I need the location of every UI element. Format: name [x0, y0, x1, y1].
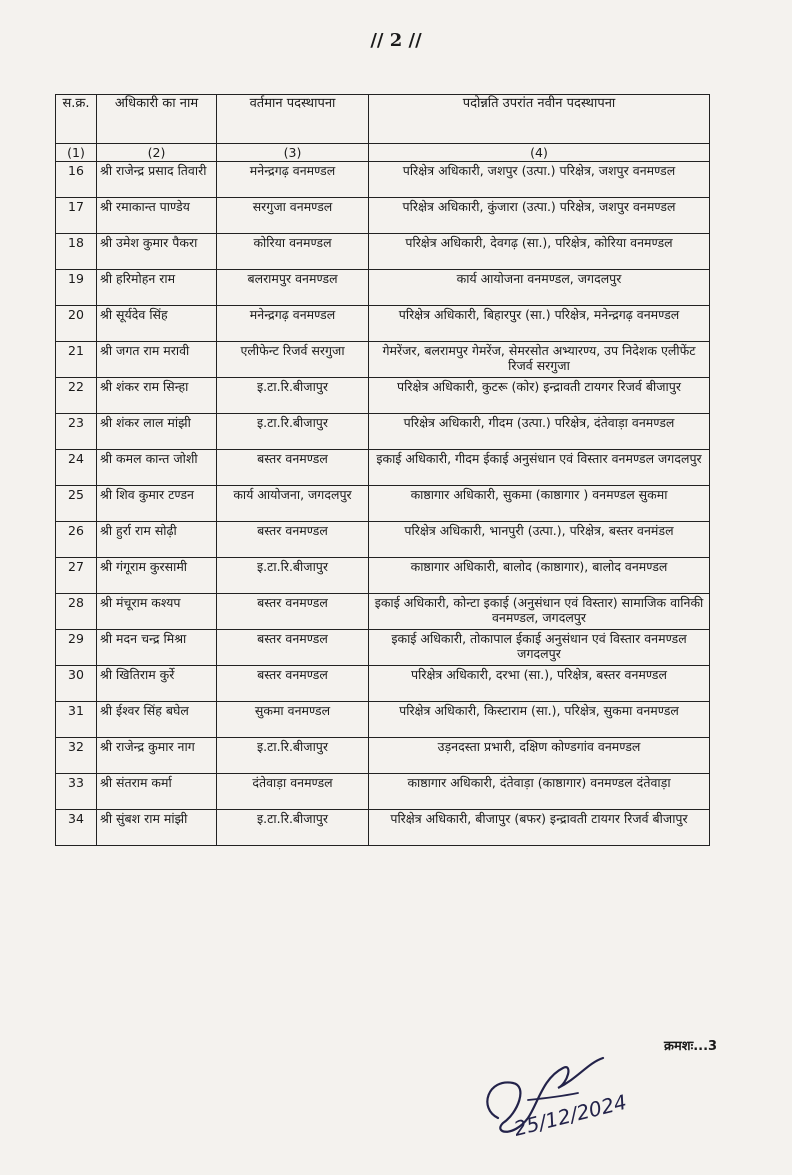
officer-name-cell: श्री संतराम कर्मा: [97, 774, 217, 810]
table-row: [56, 414, 710, 450]
serial-cell: 33: [56, 774, 97, 810]
new-posting-cell: परिक्षेत्र अधिकारी, कुंजारा (उत्पा.) परिक्षेत्र, जशपुर वनमण्डल: [369, 198, 710, 234]
officer-name-cell: श्री गंगूराम कुरसामी: [97, 558, 217, 594]
new-posting-cell: परिक्षेत्र अधिकारी, भानपुरी (उत्पा.), परिक्षेत्र, बस्तर वनमंडल: [369, 522, 710, 558]
new-posting-cell: इकाई अधिकारी, गीदम ईकाई अनुसंधान एवं विस्तार वनमण्डल जगदलपुर: [369, 450, 710, 486]
current-posting-cell: इ.टा.रि.बीजापुर: [217, 414, 369, 450]
new-posting-cell: इकाई अधिकारी, कोन्टा इकाई (अनुसंधान एवं विस्तार) सामाजिक वानिकी वनमण्डल, जगदलपुर: [369, 594, 710, 630]
new-posting-cell: काष्ठागार अधिकारी, बालोद (काष्ठागार), बालोद वनमण्डल: [369, 558, 710, 594]
serial-cell: 21: [56, 342, 97, 378]
serial-cell: 27: [56, 558, 97, 594]
officer-name-cell: श्री कमल कान्त जोशी: [97, 450, 217, 486]
officer-name-cell: श्री राजेन्द्र प्रसाद तिवारी: [97, 162, 217, 198]
table-row: [56, 738, 710, 774]
table-row: [56, 450, 710, 486]
table-row: [56, 270, 710, 306]
officer-name-cell: श्री रमाकान्त पाण्डेय: [97, 198, 217, 234]
table-row: [56, 666, 710, 702]
current-posting-cell: दंतेवाड़ा वनमण्डल: [217, 774, 369, 810]
officer-name-cell: श्री ईश्वर सिंह बघेल: [97, 702, 217, 738]
current-posting-cell: इ.टा.रि.बीजापुर: [217, 810, 369, 846]
officer-name-cell: श्री सुंबश राम मांझी: [97, 810, 217, 846]
serial-cell: 32: [56, 738, 97, 774]
new-posting-cell: काष्ठागार अधिकारी, दंतेवाड़ा (काष्ठागार) वनमण्डल दंतेवाड़ा: [369, 774, 710, 810]
new-posting-cell: परिक्षेत्र अधिकारी, किस्टाराम (सा.), परिक्षेत्र, सुकमा वनमण्डल: [369, 702, 710, 738]
current-posting-cell: सरगुजा वनमण्डल: [217, 198, 369, 234]
current-posting-cell: बस्तर वनमण्डल: [217, 594, 369, 630]
officer-name-cell: श्री उमेश कुमार पैकरा: [97, 234, 217, 270]
serial-cell: 22: [56, 378, 97, 414]
header-current-posting: वर्तमान पदस्थापना: [217, 95, 369, 144]
table-row: [56, 378, 710, 414]
table-header-row: [56, 95, 710, 144]
current-posting-cell: बलरामपुर वनमण्डल: [217, 270, 369, 306]
header-serial: स.क्र.: [56, 95, 97, 144]
serial-cell: 31: [56, 702, 97, 738]
table-row: [56, 594, 710, 630]
serial-cell: 20: [56, 306, 97, 342]
new-posting-cell: परिक्षेत्र अधिकारी, देवगढ़ (सा.), परिक्षेत्र, कोरिया वनमण्डल: [369, 234, 710, 270]
serial-cell: 23: [56, 414, 97, 450]
new-posting-cell: उड़नदस्ता प्रभारी, दक्षिण कोण्डगांव वनमण्डल: [369, 738, 710, 774]
officer-name-cell: श्री हरिमोहन राम: [97, 270, 217, 306]
column-number: (2): [97, 144, 217, 162]
officer-name-cell: श्री जगत राम मरावी: [97, 342, 217, 378]
serial-cell: 30: [56, 666, 97, 702]
officer-name-cell: श्री खितिराम कुर्रे: [97, 666, 217, 702]
officer-name-cell: श्री शिव कुमार टण्डन: [97, 486, 217, 522]
officer-name-cell: श्री मदन चन्द्र मिश्रा: [97, 630, 217, 666]
serial-cell: 24: [56, 450, 97, 486]
table-row: [56, 702, 710, 738]
officer-name-cell: श्री शंकर लाल मांझी: [97, 414, 217, 450]
column-number: (3): [217, 144, 369, 162]
serial-cell: 16: [56, 162, 97, 198]
header-officer-name: अधिकारी का नाम: [97, 95, 217, 144]
current-posting-cell: इ.टा.रि.बीजापुर: [217, 558, 369, 594]
transfer-table: [55, 94, 710, 846]
new-posting-cell: परिक्षेत्र अधिकारी, गीदम (उत्पा.) परिक्षेत्र, दंतेवाड़ा वनमण्डल: [369, 414, 710, 450]
column-number-row: [56, 144, 710, 162]
current-posting-cell: बस्तर वनमण्डल: [217, 630, 369, 666]
table-row: [56, 162, 710, 198]
officer-name-cell: श्री राजेन्द्र कुमार नाग: [97, 738, 217, 774]
table-row: [56, 198, 710, 234]
current-posting-cell: एलीफेन्ट रिजर्व सरगुजा: [217, 342, 369, 378]
continued-label: क्रमशः...3: [664, 1039, 718, 1054]
serial-cell: 26: [56, 522, 97, 558]
new-posting-cell: परिक्षेत्र अधिकारी, बीजापुर (बफर) इन्द्रावती टायगर रिजर्व बीजापुर: [369, 810, 710, 846]
current-posting-cell: बस्तर वनमण्डल: [217, 666, 369, 702]
page-number: // 2 //: [370, 30, 422, 51]
table-row: [56, 486, 710, 522]
officer-name-cell: श्री हुर्रा राम सोढ़ी: [97, 522, 217, 558]
table-row: [56, 630, 710, 666]
serial-cell: 25: [56, 486, 97, 522]
serial-cell: 18: [56, 234, 97, 270]
table-row: [56, 774, 710, 810]
new-posting-cell: काष्ठागार अधिकारी, सुकमा (काष्ठागार ) वनमण्डल सुकमा: [369, 486, 710, 522]
current-posting-cell: कार्य आयोजना, जगदलपुर: [217, 486, 369, 522]
table-row: [56, 522, 710, 558]
table-row: [56, 306, 710, 342]
table-row: [56, 810, 710, 846]
serial-cell: 34: [56, 810, 97, 846]
handwritten-signature: [468, 1038, 658, 1148]
current-posting-cell: इ.टा.रि.बीजापुर: [217, 738, 369, 774]
column-number: (4): [369, 144, 710, 162]
table-row: [56, 234, 710, 270]
signature-date: 25/12/2024: [511, 1089, 630, 1141]
serial-cell: 19: [56, 270, 97, 306]
new-posting-cell: परिक्षेत्र अधिकारी, कुटरू (कोर) इन्द्रावती टायगर रिजर्व बीजापुर: [369, 378, 710, 414]
column-number: (1): [56, 144, 97, 162]
new-posting-cell: परिक्षेत्र अधिकारी, दरभा (सा.), परिक्षेत्र, बस्तर वनमण्डल: [369, 666, 710, 702]
current-posting-cell: बस्तर वनमण्डल: [217, 522, 369, 558]
officer-name-cell: श्री शंकर राम सिन्हा: [97, 378, 217, 414]
header-new-posting: पदोन्नति उपरांत नवीन पदस्थापना: [369, 95, 710, 144]
current-posting-cell: सुकमा वनमण्डल: [217, 702, 369, 738]
current-posting-cell: बस्तर वनमण्डल: [217, 450, 369, 486]
current-posting-cell: मनेन्द्रगढ़ वनमण्डल: [217, 306, 369, 342]
table-row: [56, 342, 710, 378]
new-posting-cell: कार्य आयोजना वनमण्डल, जगदलपुर: [369, 270, 710, 306]
new-posting-cell: परिक्षेत्र अधिकारी, जशपुर (उत्पा.) परिक्षेत्र, जशपुर वनमण्डल: [369, 162, 710, 198]
table-row: [56, 558, 710, 594]
current-posting-cell: मनेन्द्रगढ़ वनमण्डल: [217, 162, 369, 198]
officer-name-cell: श्री मंचूराम कश्यप: [97, 594, 217, 630]
serial-cell: 29: [56, 630, 97, 666]
new-posting-cell: गेमरेंजर, बलरामपुर गेमरेंज, सेमरसोत अभ्यारण्य, उप निदेशक एलीफेंट रिजर्व सरगुजा: [369, 342, 710, 378]
new-posting-cell: इकाई अधिकारी, तोकापाल ईकाई अनुसंधान एवं विस्तार वनमण्डल जगदलपुर: [369, 630, 710, 666]
new-posting-cell: परिक्षेत्र अधिकारी, बिहारपुर (सा.) परिक्षेत्र, मनेन्द्रगढ़ वनमण्डल: [369, 306, 710, 342]
serial-cell: 28: [56, 594, 97, 630]
officer-name-cell: श्री सूर्यदेव सिंह: [97, 306, 217, 342]
current-posting-cell: कोरिया वनमण्डल: [217, 234, 369, 270]
current-posting-cell: इ.टा.रि.बीजापुर: [217, 378, 369, 414]
serial-cell: 17: [56, 198, 97, 234]
